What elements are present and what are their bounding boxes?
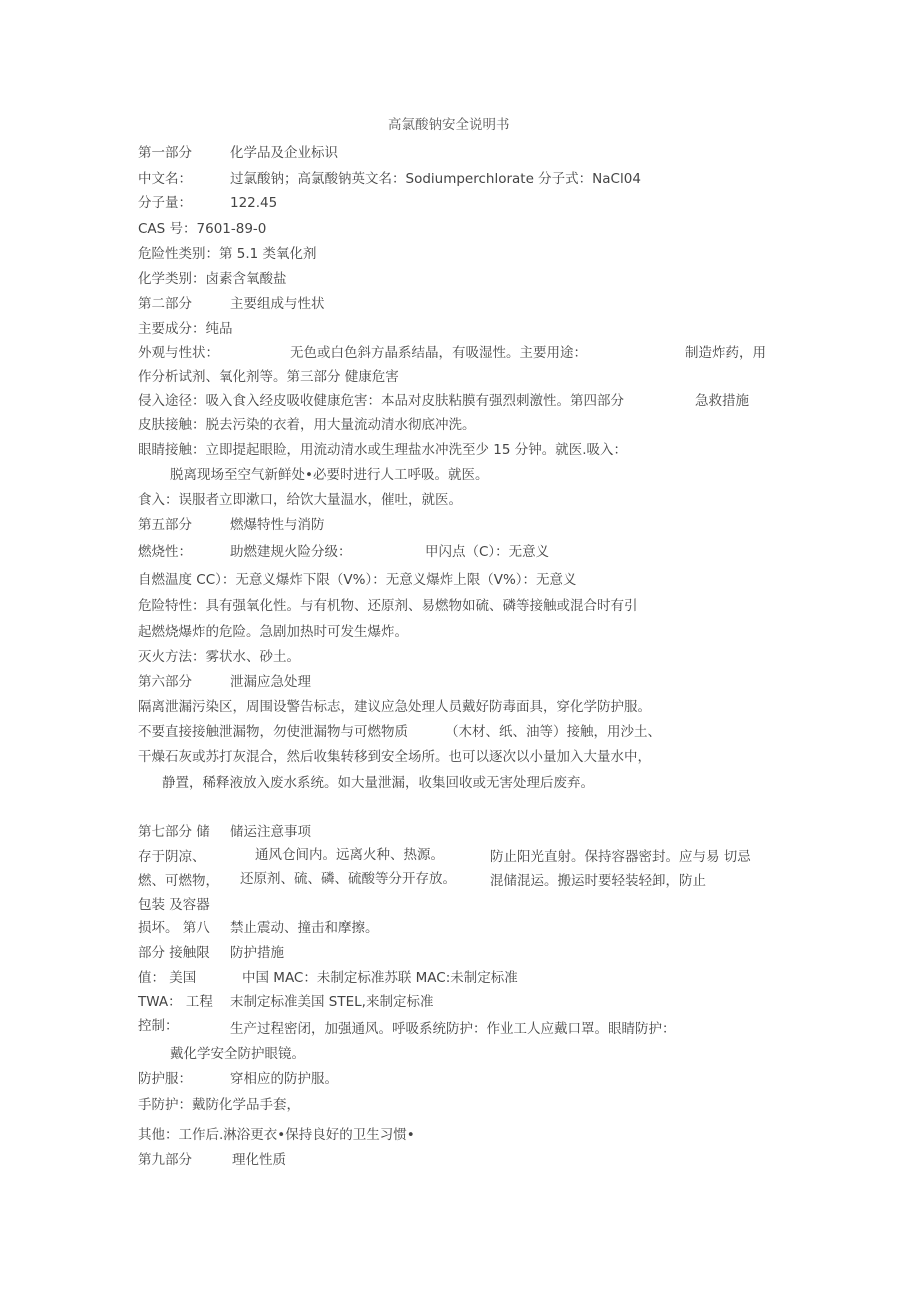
text-line: 末制定标准美国 STEL,来制定标准 — [230, 994, 434, 1010]
text-line: 中国 MAC：未制定标准苏联 MAC:未制定标准 — [242, 970, 518, 986]
text-line: 还原剂、硫、磷、硫酸等分开存放。 — [240, 871, 456, 887]
text-line: 危险特性：具有强氧化性。与有机物、还原剂、易燃物如硫、磷等接触或混合时有引 — [138, 598, 638, 614]
text-line: 生产过程密闭，加强通风。呼吸系统防护：作业工人应戴口罩。眼睛防护： — [230, 1021, 676, 1037]
text-line: 燃烧性： — [138, 544, 192, 560]
text-line: 静置，稀释液放入废水系统。如大量泄漏，收集回收或无害处理后废弃。 — [162, 775, 594, 791]
text-line: 皮肤接触：脱去污染的衣着，用大量流动清水彻底冲洗。 — [138, 417, 476, 433]
text-line: 混储混运。搬运时要轻装轻卸，防止 — [490, 873, 706, 889]
text-line: 助燃建规火险分级： — [230, 544, 352, 560]
text-line: 通风仓间内。远离火种、热源。 — [255, 847, 444, 863]
text-line: 自燃温度 CC）：无意义爆炸下限（V%）：无意义爆炸上限（V%）：无意义 — [138, 572, 577, 588]
text-line: 干燥石灰或苏打灰混合，然后收集转移到安全场所。也可以逐次以小量加入大量水中， — [138, 749, 651, 765]
text-line: 燃、可燃物， — [138, 873, 219, 889]
text-line: 手防护：戴防化学品手套， — [138, 1097, 300, 1113]
text-line: 禁止震动、撞击和摩擦。 — [230, 920, 379, 936]
text-line: 脱离现场至空气新鲜处•必要时进行人工呼吸。就医。 — [170, 467, 489, 483]
section-title: 燃爆特性与消防 — [230, 517, 325, 533]
text-line: 戴化学安全防护眼镜。 — [170, 1046, 305, 1062]
section-title: 储运注意事项 — [230, 824, 311, 840]
text-line: 防护服： — [138, 1071, 192, 1087]
text-line: 主要成分：纯品 — [138, 321, 233, 337]
text-line: 无色或白色斜方晶系结晶，有吸湿性。主要用途： — [290, 345, 587, 361]
text-line: 其他：工作后.淋浴更衣•保持良好的卫生习惯• — [138, 1127, 415, 1143]
text-line: 危险性类别：第 5.1 类氧化剂 — [138, 246, 317, 262]
text-line: 包装 及容器 — [138, 897, 210, 913]
text-line: 食入：误服者立即漱口，给饮大量温水，催吐，就医。 — [138, 492, 462, 508]
text-line: 起燃烧爆炸的危险。急剧加热时可发生爆炸。 — [138, 624, 408, 640]
text-line: 控制： — [138, 1018, 179, 1034]
text-line: 化学类别：卤素含氧酸盐 — [138, 271, 287, 287]
document-title: 高氯酸钠安全说明书 — [388, 117, 510, 133]
text-line: TWA： 工程 — [138, 994, 213, 1010]
text-line: 作分析试剂、氧化剂等。第三部分 健康危害 — [138, 369, 399, 385]
text-line: 甲闪点（C）：无意义 — [425, 544, 550, 560]
text-line: 防止阳光直射。保持容器密封。应与易 切忌 — [490, 849, 751, 865]
text-line: 损坏。 第八 — [138, 920, 210, 936]
text-line: 灭火方法：雾状水、砂土。 — [138, 649, 300, 665]
section-heading: 第五部分 — [138, 517, 192, 533]
text-line: 部分 接触限 — [138, 945, 210, 961]
text-line: 眼睛接触：立即提起眼睑，用流动清水或生理盐水冲洗至少 15 分钟。就医.吸入： — [138, 442, 628, 458]
text-line: 过氯酸钠；高氯酸钠英文名：Sodiumperchlorate 分子式：NaCl04 — [230, 171, 641, 187]
text-line: 外观与性状： — [138, 345, 219, 361]
text-line: 不要直接接触泄漏物，勿使泄漏物与可燃物质 — [138, 724, 408, 740]
text-line: 分子量： — [138, 195, 192, 211]
section-heading: 第九部分 — [138, 1152, 192, 1168]
section-heading: 第二部分 — [138, 296, 192, 312]
text-line: 侵入途径：吸入食入经皮吸收健康危害：本品对皮肤粘膜有强烈刺激性。第四部分 — [138, 393, 624, 409]
text-line: 防护措施 — [230, 945, 284, 961]
text-line: （木材、纸、油等）接触，用沙土、 — [445, 724, 661, 740]
text-line: 值： 美国 — [138, 970, 197, 986]
section-title: 理化性质 — [232, 1152, 286, 1168]
text-line: 存于阴凉、 — [138, 849, 206, 865]
text-line: 隔离泄漏污染区，周围设警告标志，建议应急处理人员戴好防毒面具，穿化学防护服。 — [138, 699, 651, 715]
section-title: 泄漏应急处理 — [230, 674, 311, 690]
text-line: CAS 号：7601-89-0 — [138, 221, 267, 237]
section-heading: 第一部分 — [138, 145, 192, 161]
section-title: 急救措施 — [695, 393, 749, 409]
section-title: 化学品及企业标识 — [230, 145, 338, 161]
section-title: 主要组成与性状 — [230, 296, 325, 312]
text-line: 中文名： — [138, 171, 192, 187]
section-heading: 第七部分 储 — [138, 824, 210, 840]
text-line: 穿相应的防护服。 — [230, 1071, 338, 1087]
text-line: 122.45 — [230, 195, 278, 211]
section-heading: 第六部分 — [138, 674, 192, 690]
text-line: 制造炸药，用 — [685, 345, 766, 361]
